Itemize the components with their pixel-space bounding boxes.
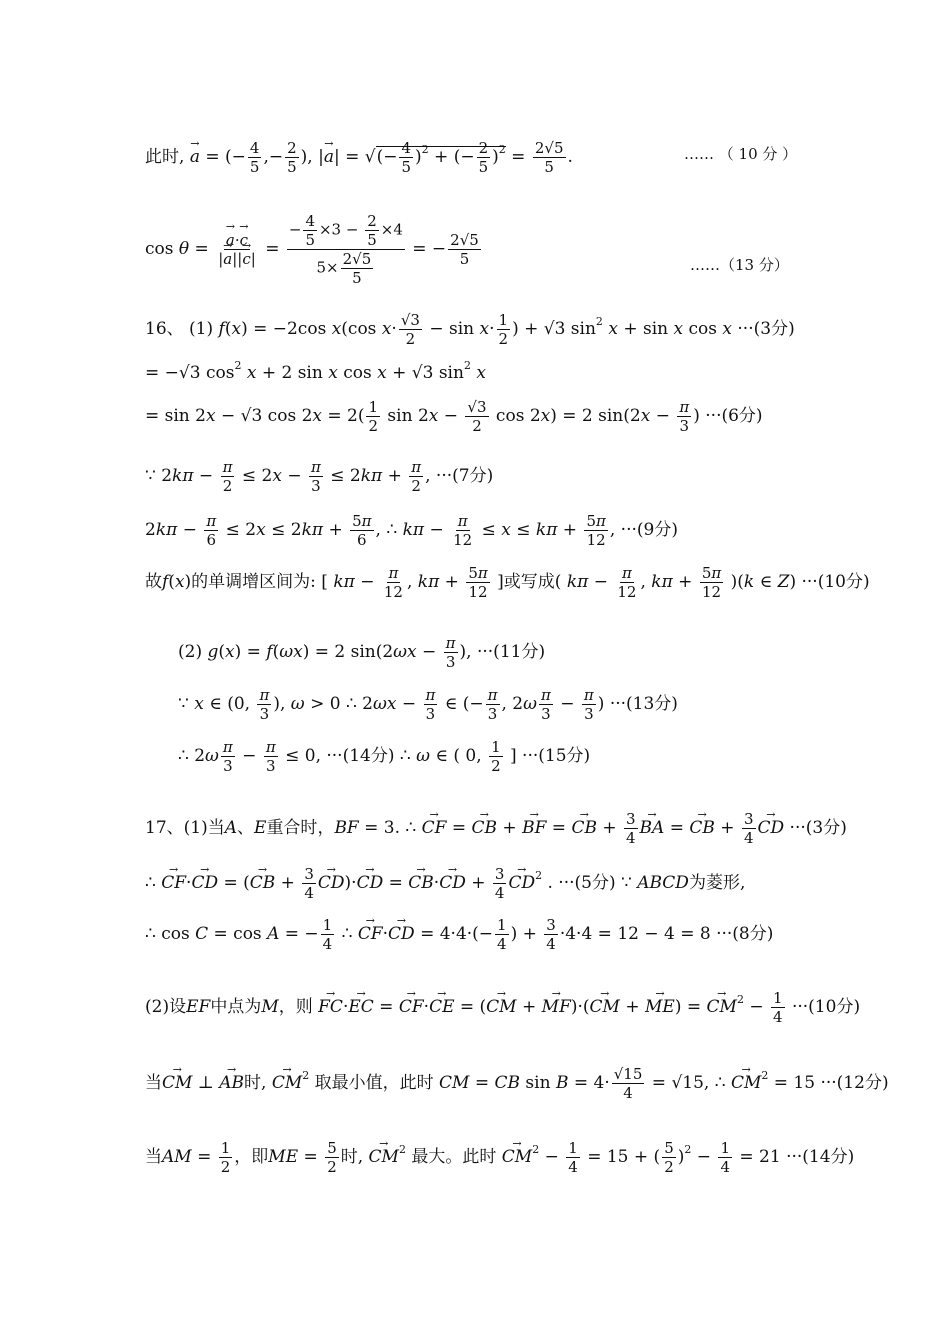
math-line: (2) g(x) = f(ωx) = 2 sin(2ωx − $\frac{\pi}{3}$ ), ···(11分) [178, 634, 546, 671]
score-10: …… （ 10 分 ） [684, 145, 798, 163]
math-line: 17、(1)当A、E重合时，BF = 3. ∴ → CF = → CB + → BF = → CB + $\frac{3}{4}$ → BA = → CB + $\frac{3}{4}$ → CD ···(3分) [145, 810, 847, 847]
math-line: ∵ 2kπ − $\frac{\pi}{2}$ ≤ 2x − $\frac{\pi}{3}$ ≤ 2kπ + $\frac{\pi}{2}$ , ···(7分) [145, 458, 494, 495]
math-line: 当→ CM ⊥ → AB时, → $CM^2$ 取最小值，此时 CM = CB sin B = 4· $\frac{√15}{4}$ = √15, ∴ → $CM^2 = 15 \cdot\cdot\cdot(12$分) [145, 1064, 889, 1102]
math-line: 故f(x)的单调增区间为: [ kπ − $\frac{\pi}{12}$ , kπ + $\frac{5\pi}{12}$ ]或写成( kπ − $\frac{\pi}{12}$ , kπ + $\frac{5\pi}{12}$ )(k ∈ Z) ···(10分) [145, 564, 870, 601]
math-line: cos θ = → $\frac{a\cdot\to c}{|\to a||\to c|}$ = − $\frac{4}{5}$ ×3 − $\frac{2}{5}$ ×4 5× $\frac{2√5}{5}$ = − $\frac{2√5}{5}$ [145, 212, 483, 287]
math-line: 当AM = $\frac{1}{2}$ ，即ME = $\frac{5}{2}$ 时, → $CM^2$ 最大。此时 → $CM^2$ − $\frac{1}{4}$ = 15 + ( $\frac{5}{2}$ )$^2$ − $\frac{1}{4}$ = 21 ···(14分) [145, 1138, 854, 1176]
math-line: ∴ 2ω $\frac{\pi}{3}$ − $\frac{\pi}{3}$ ≤ 0, ···(14分) ∴ ω ∈ ( 0, $\frac{1}{2}$ ] ···(15分) [178, 738, 591, 775]
math-line: ∴ → CF·→ CD = (→ CB + $\frac{3}{4}$ → CD)·→ CD = → CB·→ CD + $\frac{3}{4}$ → $CD^2$ . ···(5分) ∵ ABCD为菱形, [145, 864, 745, 902]
math-line: = −√3 $\cos^2 x + 2$ sin x cos x + √3 $\sin^2 x$ [145, 359, 486, 383]
math-line: ∵ x ∈ (0, $\frac{\pi}{3}$ ), ω > 0 ∴ 2ωx − $\frac{\pi}{3}$ ∈ (− $\frac{\pi}{3}$ , 2ω $\frac{\pi}{3}$ − $\frac{\pi}{3}$ ) ···(13分) [178, 686, 678, 723]
math-line: 16、 (1) f(x) = −2cos x(cos x· $\frac{√3}{2}$ − sin x· $\frac{1}{2}$ ) + √3 $\sin^2 x + \sin x$ cos x ···(3分) [145, 311, 795, 348]
math-line: ∴ cos C = cos A = − $\frac{1}{4}$ ∴ → CF·→ CD = 4·4·(− $\frac{1}{4}$ ) + $\frac{3}{4}$ ·4·4 = 12 − 4 = 8 ···(8分) [145, 916, 773, 953]
score-13: ……（13 分） [690, 256, 789, 274]
math-line: (2)设EF中点为M，则 → FC·→ EC = → CF·→ CE = (→ CM + → MF)·(→ CM + → ME) = → $CM^2$ − $\frac{1}{4}$ ···(10分) [145, 988, 860, 1026]
math-line: = sin 2x − √3 cos 2x = 2( $\frac{1}{2}$ sin 2x − $\frac{√3}{2}$ cos 2x) = 2 sin(2x − $\frac{\pi}{3}$ ) ···(6分) [145, 398, 763, 435]
math-line: 2kπ − $\frac{\pi}{6}$ ≤ 2x ≤ 2kπ + $\frac{5\pi}{6}$ , ∴ kπ − $\frac{\pi}{12}$ ≤ x ≤ kπ + $\frac{5\pi}{12}$ , ···(9分) [145, 512, 678, 549]
math-line: 此时, → a = (− $\frac{4}{5}$ ,− $\frac{2}{5}$ ), |→ a| = √(− $\frac{4}{5}$ )$^2$ + (− $\frac{2}{5}$ )$^2$ = $\frac{2√5}{5}$ . [145, 138, 573, 176]
